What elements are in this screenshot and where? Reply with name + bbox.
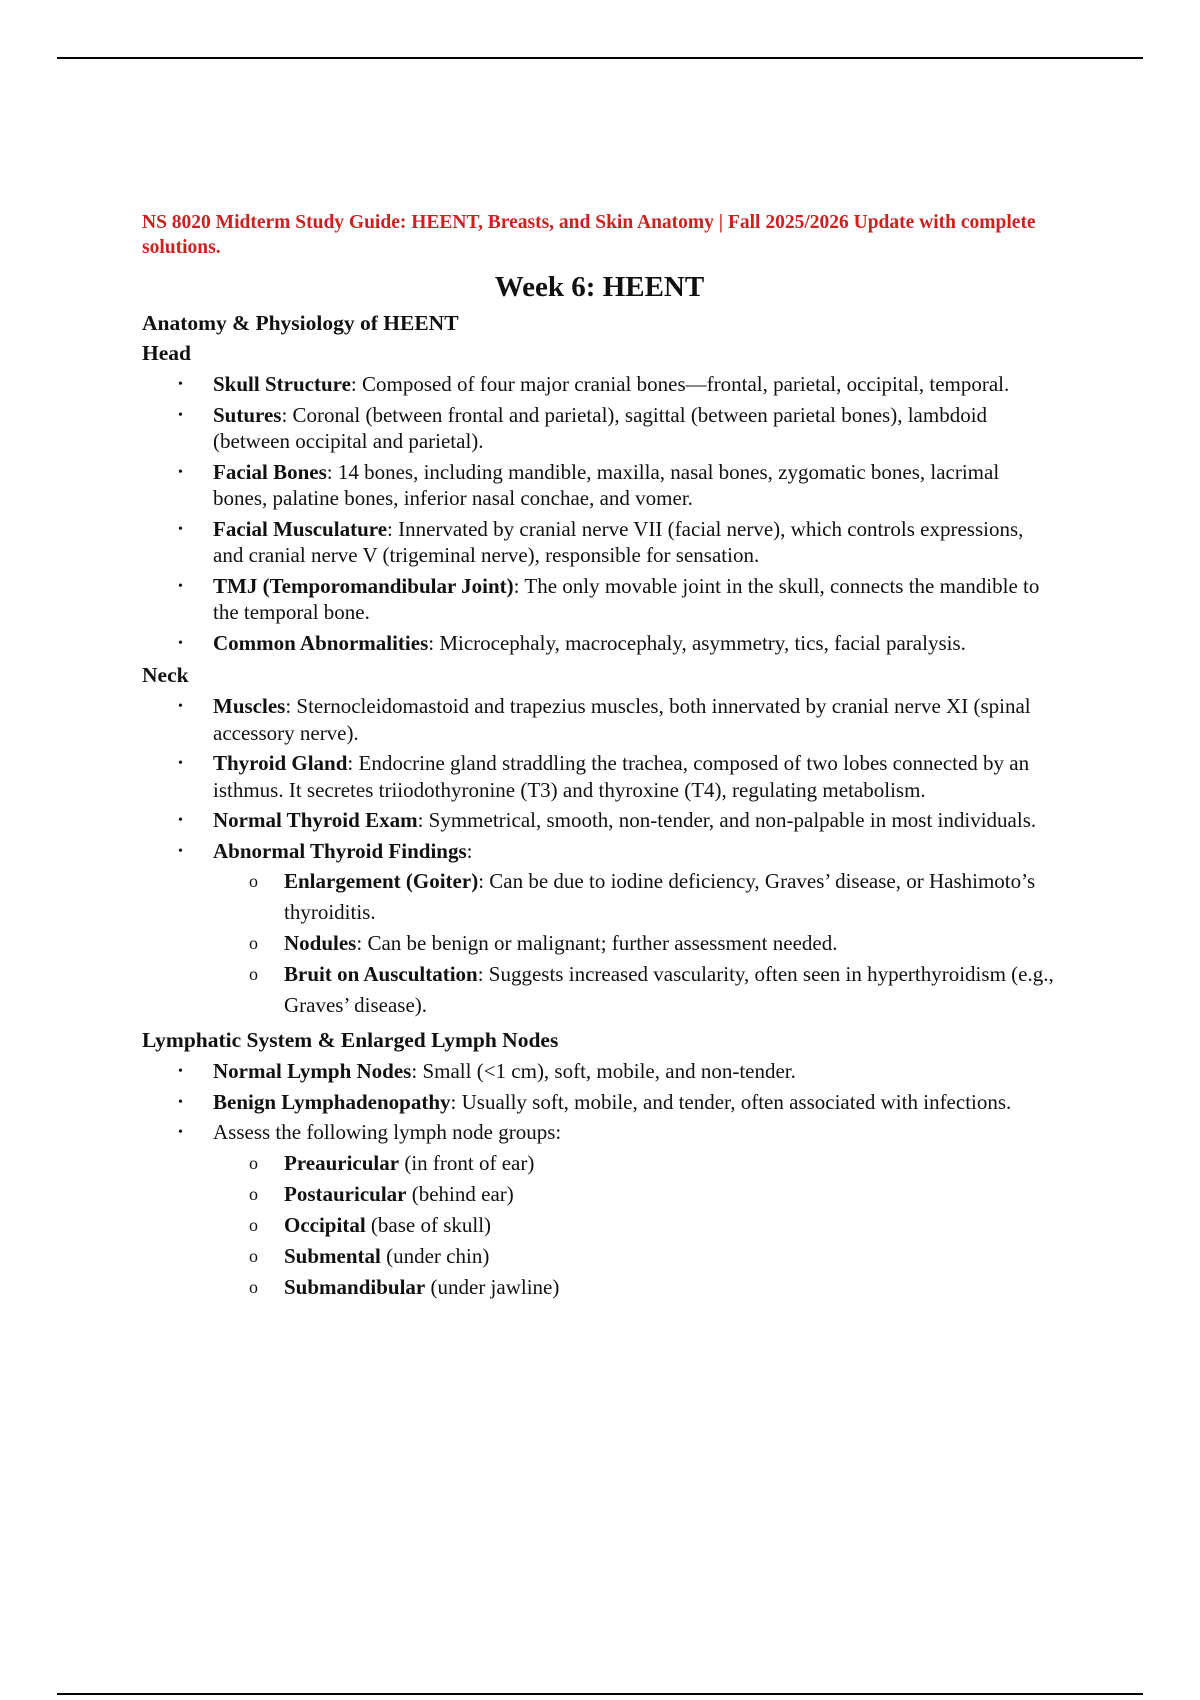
lymph-node-groups — [213, 1148, 1057, 1303]
sub-list-item: o Postauricular (behind ear) — [213, 1179, 1057, 1210]
list-item: • Assess the following lymph node groups: o Preauricular (in front of ear) o Postauricular (behind ear) o Occipital (base of skull) o Submental (under chin) o Submandibular (under jawline) — [142, 1119, 1057, 1303]
sub-list-item: o Occipital (base of skull) — [213, 1210, 1057, 1241]
lymph-list — [142, 1058, 1057, 1303]
list-item: • Normal Thyroid Exam: Symmetrical, smooth, non-tender, and non-palpable in most individuals. — [178, 808, 1037, 832]
bullet-icon: • — [178, 464, 183, 480]
circle-bullet-icon: o — [249, 964, 258, 984]
circle-bullet-icon: o — [249, 1152, 258, 1173]
circle-bullet-icon: o — [249, 1245, 258, 1266]
sub-list-item: o Enlargement (Goiter): Can be due to iodine deficiency, Graves’ disease, or Hashimoto’s thyroiditis. — [213, 866, 1057, 928]
list-item: • Muscles: Sternocleidomastoid and trapezius muscles, both innervated by cranial nerve XI (spinal accessory nerve). — [178, 694, 1031, 745]
bullet-icon: • — [178, 377, 183, 392]
bullet-icon: • — [178, 521, 183, 537]
top-rule — [57, 57, 1143, 59]
bullet-icon: • — [178, 1125, 183, 1140]
list-item: • Facial Bones: 14 bones, including mandible, maxilla, nasal bones, zygomatic bones, lacrimal bones, palatine bones, inferior nasal conchae, and vomer. — [178, 459, 1000, 510]
bullet-icon: • — [178, 407, 183, 423]
sub-list-item: o Bruit on Auscultation: Suggests increased vascularity, often seen in hyperthyroidism (e.g., Graves’ disease). — [213, 959, 1057, 1021]
lymph-heading: Lymphatic System & Enlarged Lymph Nodes — [142, 1028, 559, 1052]
bullet-icon: • — [178, 699, 183, 714]
document-title: NS 8020 Midterm Study Guide: HEENT, Breasts, and Skin Anatomy | Fall 2025/2026 Update with complete solutions. — [142, 212, 1036, 258]
bullet-icon: • — [178, 1094, 183, 1110]
list-item: • Benign Lymphadenopathy: Usually soft, mobile, and tender, often associated with infections. — [178, 1089, 1012, 1114]
bullet-icon: • — [178, 843, 183, 859]
sub-list-item: o Submental (under chin) — [213, 1241, 1057, 1272]
head-list — [142, 371, 1057, 656]
section-heading: Anatomy & Physiology of HEENT — [142, 311, 459, 335]
list-item: • Skull Structure: Composed of four major cranial bones—frontal, parietal, occipital, temporal. — [178, 372, 1010, 396]
list-item: • Abnormal Thyroid Findings: o Enlargement (Goiter): Can be due to iodine deficiency, Graves’ disease, or Hashimoto’s thyroiditis. o Nodules: Can be benign or malignant; further assessment needed. o Bruit on Auscultation: Suggests increased vascularity, often seen in hyperthyroidism (e.g., Graves’ disease). — [142, 838, 1057, 1022]
neck-heading: Neck — [142, 663, 189, 687]
week-heading: Week 6: HEENT — [494, 271, 705, 303]
list-item: • TMJ (Temporomandibular Joint): The only movable joint in the skull, connects the mandible to the temporal bone. — [178, 573, 1040, 624]
circle-bullet-icon: o — [249, 871, 258, 891]
bullet-icon: • — [178, 813, 183, 828]
sub-list-item: o Submandibular (under jawline) — [213, 1272, 1057, 1303]
bullet-icon: • — [178, 635, 183, 651]
head-heading: Head — [142, 341, 191, 365]
circle-bullet-icon: o — [249, 933, 258, 953]
bullet-icon: • — [178, 578, 183, 594]
list-item: • Normal Lymph Nodes: Small (<1 cm), soft, mobile, and non-tender. — [178, 1059, 796, 1083]
document-body — [142, 210, 1057, 1307]
circle-bullet-icon: o — [249, 1276, 258, 1297]
sub-list-item: o Preauricular (in front of ear) — [213, 1148, 1057, 1179]
sub-list-item: o Nodules: Can be benign or malignant; further assessment needed. — [213, 928, 1057, 959]
list-item: • Facial Musculature: Innervated by cranial nerve VII (facial nerve), which controls expressions, and cranial nerve V (trigeminal nerve), responsible for sensation. — [178, 516, 1024, 567]
list-item: • Sutures: Coronal (between frontal and parietal), sagittal (between parietal bones), lambdoid (between occipital and parietal). — [178, 402, 988, 453]
neck-list — [142, 693, 1057, 1021]
bullet-icon: • — [178, 1064, 183, 1079]
bullet-icon: • — [178, 756, 183, 771]
list-item: • Thyroid Gland: Endocrine gland straddling the trachea, composed of two lobes connected by an isthmus. It secretes triiodothyronine (T3) and thyroxine (T4), regulating metabolism. — [178, 751, 1030, 802]
circle-bullet-icon: o — [249, 1183, 258, 1204]
bottom-rule — [57, 1693, 1143, 1695]
abnormal-thyroid-sublist — [213, 866, 1057, 1021]
list-item: • Common Abnormalities: Microcephaly, macrocephaly, asymmetry, tics, facial paralysis. — [178, 630, 966, 655]
circle-bullet-icon: o — [249, 1214, 258, 1235]
